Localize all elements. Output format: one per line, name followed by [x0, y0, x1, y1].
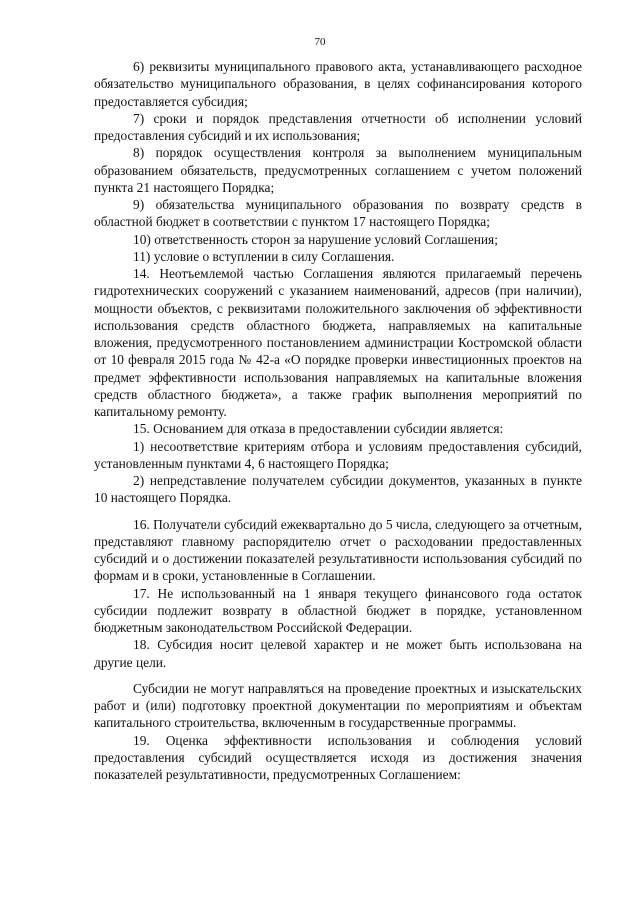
paragraph-subitem-1: 1) несоответствие критериям отбора и условиям предоставления субсидий, установленным пунктами 4, 6 настоящего Порядка; [94, 438, 582, 471]
paragraph-section-14: 14. Неотъемлемой частью Соглашения являются прилагаемый перечень гидротехнических сооружений с указанием наименований, адресов (при наличии), мощности объектов, с реквизитами положительного заключения об эффективности использования средств областного бюджета, направляемых на капитальные вложения, предусмотренного постановлением администрации Костромской области от 10 февраля 2015 года № 42-а «О порядке проверки инвестиционных проектов на предмет эффективности использования направляемых на капитальные вложения средств областного бюджета», а также график выполнения мероприятий по капитальному ремонту. [94, 266, 582, 419]
paragraph-item-10: 10) ответственность сторон за нарушение условий Соглашения; [133, 231, 498, 247]
paragraph-section-19: 19. Оценка эффективности использования и соблюдения условий предоставления субсидий осуществляется исходя из достижения значения показателей результативности, предусмотренных Соглашением: [94, 732, 582, 782]
document-body [94, 58, 582, 783]
paragraph-item-7: 7) сроки и порядок представления отчетности об исполнении условий предоставления субсидий и их использования; [94, 110, 582, 143]
paragraph-subitem-2: 2) непредставление получателем субсидии документов, указанных в пункте 10 настоящего Порядка. [94, 473, 582, 506]
paragraph-section-18: 18. Субсидия носит целевой характер и не может быть использована на другие цели. [94, 637, 582, 670]
paragraph-item-9: 9) обязательства муниципального образования по возврату средств в областной бюджет в соответствии с пунктом 17 настоящего Порядка; [94, 197, 582, 230]
paragraph-section-15: 15. Основанием для отказа в предоставлении субсидии является: [133, 421, 504, 437]
paragraph-item-11: 11) условие о вступлении в силу Соглашения. [133, 248, 395, 264]
page-number: 70 [314, 36, 326, 48]
paragraph-item-6: 6) реквизиты муниципального правового акта, устанавливающего расходное обязательство муниципального образования, в целях софинансирования которого предоставляется субсидия; [94, 59, 582, 109]
paragraph-section-17: 17. Не использованный на 1 января текущего финансового года остаток субсидии подлежит возврату в областной бюджет в порядке, установленном бюджетным законодательством Российской Федерации. [94, 585, 582, 635]
paragraph-section-16: 16. Получатели субсидий ежеквартально до 5 числа, следующего за отчетным, представляют главному распорядителю отчет о расходовании предоставленных субсидий и о достижении показателей результативности использования субсидий по формам и в сроки, установленные в Соглашении. [94, 516, 582, 584]
paragraph-item-8: 8) порядок осуществления контроля за выполнением муниципальным образованием обязательств, предусмотренных соглашением с учетом положений пункта 21 настоящего Порядка; [94, 145, 582, 195]
paragraph-subsidy-restriction: Субсидии не могут направляться на проведение проектных и изыскательских работ и (или) подготовку проектной документации по мероприятиям и объектам капитального строительства, включенным в государственные программы. [94, 680, 582, 731]
